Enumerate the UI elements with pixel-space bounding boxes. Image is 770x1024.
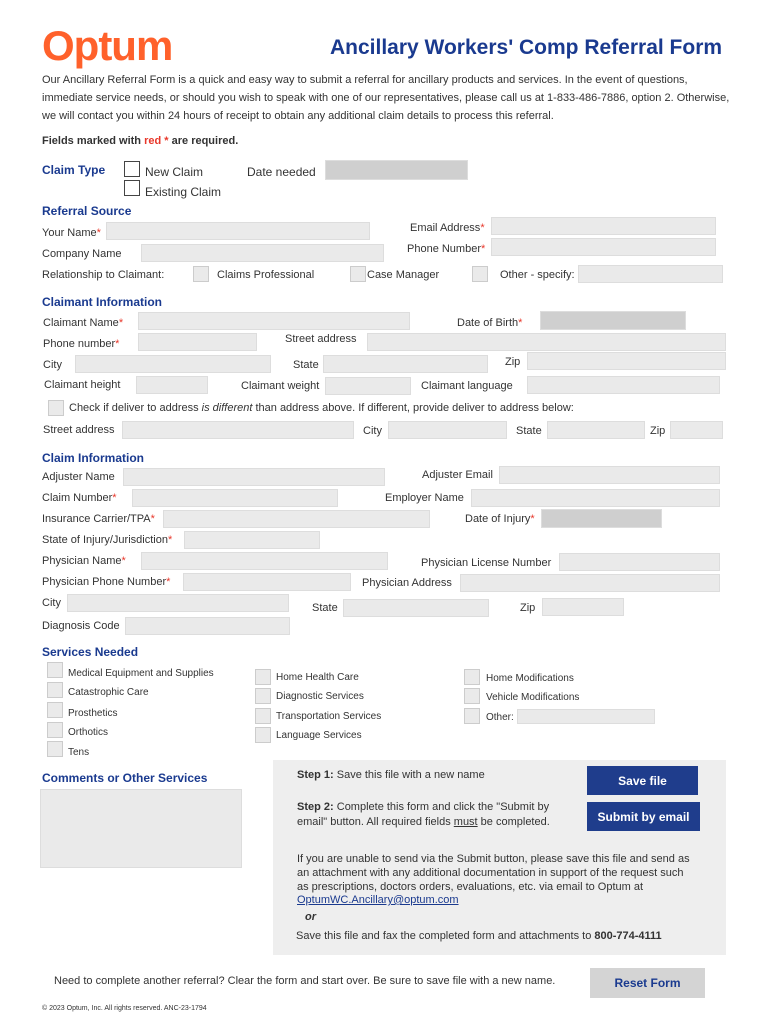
deliver-state-label: State bbox=[516, 425, 542, 437]
zip-label: Zip bbox=[505, 356, 521, 368]
deliver-street-field[interactable] bbox=[122, 421, 354, 439]
service-home-modifications-label: Home Modifications bbox=[486, 673, 574, 684]
save-file-button[interactable]: Save file bbox=[587, 766, 698, 795]
claimant-phone-label: Phone number* bbox=[43, 338, 120, 350]
physician-state-field[interactable] bbox=[343, 599, 489, 617]
service-diagnostic-checkbox[interactable] bbox=[255, 688, 271, 704]
email-field[interactable] bbox=[491, 217, 716, 235]
physician-state-label: State bbox=[312, 602, 338, 614]
service-diagnostic-label: Diagnostic Services bbox=[276, 691, 364, 702]
other-specify-field[interactable] bbox=[578, 265, 723, 283]
referral-source-heading: Referral Source bbox=[42, 204, 132, 218]
fallback-instructions: If you are unable to send via the Submit button, please save this file and send as an attachment with any additional documentation in support of the request such as prescriptions, doctors orders, evaluations, etc. via email to Optum at bbox=[297, 853, 690, 893]
adjuster-name-label: Adjuster Name bbox=[42, 471, 115, 483]
deliver-zip-label: Zip bbox=[650, 425, 666, 437]
claimant-name-field[interactable] bbox=[138, 312, 410, 330]
language-label: Claimant language bbox=[421, 380, 513, 392]
step1-text: Step 1: Save this file with a new name bbox=[297, 769, 485, 781]
date-needed-field[interactable] bbox=[325, 160, 468, 180]
service-orthotics-label: Orthotics bbox=[68, 727, 109, 738]
other-specify-checkbox[interactable] bbox=[472, 266, 488, 282]
claims-professional-label: Claims Professional bbox=[217, 269, 315, 281]
reset-form-button[interactable]: Reset Form bbox=[590, 968, 705, 998]
state-field[interactable] bbox=[323, 355, 488, 373]
employer-field[interactable] bbox=[471, 489, 720, 507]
your-name-label: Your Name* bbox=[42, 227, 101, 239]
employer-label: Employer Name bbox=[385, 492, 464, 504]
copyright: © 2023 Optum, Inc. All rights reserved. ANC-23-1794 bbox=[42, 1005, 207, 1012]
service-prosthetics-label: Prosthetics bbox=[68, 708, 118, 719]
case-manager-label: Case Manager bbox=[367, 269, 440, 281]
claim-info-heading: Claim Information bbox=[42, 451, 145, 465]
existing-claim-checkbox[interactable] bbox=[124, 180, 140, 196]
or-text: or bbox=[305, 911, 316, 923]
street-label: Street address bbox=[285, 333, 357, 345]
new-claim-checkbox[interactable] bbox=[124, 161, 140, 177]
height-label: Claimant height bbox=[44, 379, 121, 391]
street-field[interactable] bbox=[367, 333, 726, 351]
comments-field[interactable] bbox=[40, 789, 242, 868]
phone-label: Phone Number* bbox=[407, 243, 486, 255]
state-injury-label: State of Injury/Jurisdiction* bbox=[42, 534, 173, 546]
physician-license-field[interactable] bbox=[559, 553, 720, 571]
claim-number-field[interactable] bbox=[132, 489, 338, 507]
your-name-field[interactable] bbox=[106, 222, 370, 240]
deliver-city-field[interactable] bbox=[388, 421, 507, 439]
physician-name-label: Physician Name* bbox=[42, 555, 126, 567]
service-other-checkbox[interactable] bbox=[464, 708, 480, 724]
adjuster-email-field[interactable] bbox=[499, 466, 720, 484]
diagnosis-label: Diagnosis Code bbox=[42, 620, 120, 632]
physician-city-label: City bbox=[42, 597, 61, 609]
deliver-street-label: Street address bbox=[43, 424, 115, 436]
intro-text: Our Ancillary Referral Form is a quick and easy way to submit a referral for ancillary products and services. In the event of questions, immediate service needs, or should you wish to speak with one of our representatives, please call us at 1-833-486-7886, option 2. Otherwise, we will contact you within 24 hours of receipt to obtain any additional claim details to process this referral. bbox=[42, 74, 730, 122]
city-field[interactable] bbox=[75, 355, 271, 373]
service-home-modifications-checkbox[interactable] bbox=[464, 669, 480, 685]
case-manager-checkbox[interactable] bbox=[350, 266, 366, 282]
service-vehicle-modifications-checkbox[interactable] bbox=[464, 688, 480, 704]
comments-heading: Comments or Other Services bbox=[42, 771, 208, 785]
injury-date-field[interactable] bbox=[541, 509, 662, 528]
service-transportation-checkbox[interactable] bbox=[255, 708, 271, 724]
other-specify-label: Other - specify: bbox=[500, 269, 575, 281]
service-prosthetics-checkbox[interactable] bbox=[47, 702, 63, 718]
claim-type-heading: Claim Type bbox=[42, 163, 106, 177]
service-home-health-checkbox[interactable] bbox=[255, 669, 271, 685]
weight-field[interactable] bbox=[325, 377, 411, 395]
service-language-checkbox[interactable] bbox=[255, 727, 271, 743]
company-field[interactable] bbox=[141, 244, 384, 262]
existing-claim-label: Existing Claim bbox=[145, 185, 222, 199]
city-label: City bbox=[43, 359, 62, 371]
required-note: Fields marked with red * are required. bbox=[42, 135, 239, 147]
physician-address-field[interactable] bbox=[460, 574, 720, 592]
carrier-label: Insurance Carrier/TPA* bbox=[42, 513, 155, 525]
service-transportation-label: Transportation Services bbox=[276, 711, 382, 722]
physician-zip-label: Zip bbox=[520, 602, 536, 614]
reset-note: Need to complete another referral? Clear the form and start over. Be sure to save file with a new name. bbox=[54, 975, 556, 987]
step2-text: Step 2: Complete this form and click the "Submit by email" button. All required fields must be completed. bbox=[297, 801, 550, 828]
zip-field[interactable] bbox=[527, 352, 726, 370]
service-catastrophic-care-checkbox[interactable] bbox=[47, 682, 63, 698]
service-tens-checkbox[interactable] bbox=[47, 741, 63, 757]
dob-field[interactable] bbox=[540, 311, 686, 330]
optum-logo: Optum bbox=[42, 22, 173, 69]
diagnosis-field[interactable] bbox=[125, 617, 290, 635]
claims-professional-checkbox[interactable] bbox=[193, 266, 209, 282]
height-field[interactable] bbox=[136, 376, 208, 394]
fax-text: Save this file and fax the completed form and attachments to 800-774-4111 bbox=[296, 930, 662, 942]
injury-date-label: Date of Injury* bbox=[465, 513, 535, 525]
email-label: Email Address* bbox=[410, 222, 485, 234]
submit-by-email-button[interactable]: Submit by email bbox=[587, 802, 700, 831]
deliver-different-label: Check if deliver to address is different than address above. If different, provide deliver to address below: bbox=[69, 402, 574, 414]
service-catastrophic-care-label: Catastrophic Care bbox=[68, 687, 149, 698]
weight-label: Claimant weight bbox=[241, 380, 320, 392]
relationship-label: Relationship to Claimant: bbox=[42, 269, 165, 281]
physician-city-field[interactable] bbox=[67, 594, 289, 612]
service-orthotics-checkbox[interactable] bbox=[47, 722, 63, 738]
adjuster-email-label: Adjuster Email bbox=[422, 469, 493, 481]
service-other-field[interactable] bbox=[517, 709, 655, 724]
service-home-health-label: Home Health Care bbox=[276, 672, 359, 683]
claim-number-label: Claim Number* bbox=[42, 492, 117, 504]
page-title: Ancillary Workers' Comp Referral Form bbox=[330, 36, 723, 59]
claimant-name-label: Claimant Name* bbox=[43, 317, 124, 329]
claimant-phone-field[interactable] bbox=[138, 333, 257, 351]
physician-name-field[interactable] bbox=[141, 552, 388, 570]
state-injury-field[interactable] bbox=[184, 531, 320, 549]
service-medical-equipment-checkbox[interactable] bbox=[47, 662, 63, 678]
date-needed-label: Date needed bbox=[247, 165, 316, 179]
deliver-different-checkbox[interactable] bbox=[48, 400, 64, 416]
optum-email-link[interactable]: OptumWC.Ancillary@optum.com bbox=[297, 894, 459, 906]
service-medical-equipment-label: Medical Equipment and Supplies bbox=[68, 668, 214, 679]
carrier-field[interactable] bbox=[163, 510, 430, 528]
claimant-info-heading: Claimant Information bbox=[42, 295, 163, 309]
physician-address-label: Physician Address bbox=[362, 577, 452, 589]
adjuster-name-field[interactable] bbox=[123, 468, 385, 486]
physician-zip-field[interactable] bbox=[542, 598, 624, 616]
service-language-label: Language Services bbox=[276, 730, 362, 741]
physician-license-label: Physician License Number bbox=[421, 557, 552, 569]
dob-label: Date of Birth* bbox=[457, 317, 523, 329]
deliver-state-field[interactable] bbox=[547, 421, 645, 439]
service-tens-label: Tens bbox=[68, 747, 90, 758]
services-heading: Services Needed bbox=[42, 645, 139, 659]
physician-phone-label: Physician Phone Number* bbox=[42, 576, 171, 588]
physician-phone-field[interactable] bbox=[183, 573, 351, 591]
service-other-label: Other: bbox=[486, 712, 514, 723]
deliver-zip-field[interactable] bbox=[670, 421, 723, 439]
phone-field[interactable] bbox=[491, 238, 716, 256]
language-field[interactable] bbox=[527, 376, 720, 394]
company-label: Company Name bbox=[42, 248, 122, 260]
service-vehicle-modifications-label: Vehicle Modifications bbox=[486, 692, 580, 703]
new-claim-label: New Claim bbox=[145, 165, 204, 179]
deliver-city-label: City bbox=[363, 425, 382, 437]
state-label: State bbox=[293, 359, 319, 371]
